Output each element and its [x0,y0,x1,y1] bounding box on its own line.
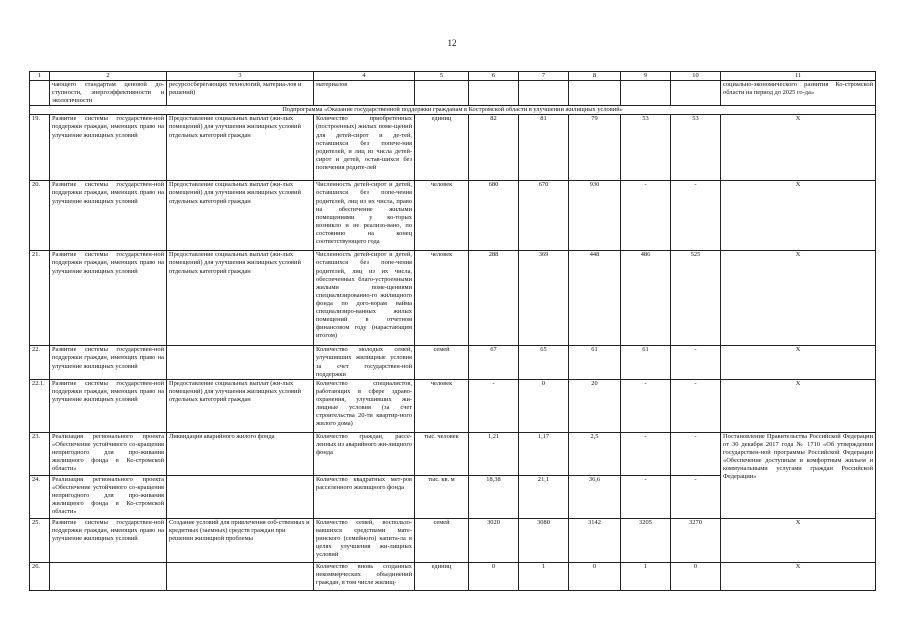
value-cell: - [621,432,671,475]
goal-cell: Развитие системы государствен-ной поддержки граждан, имеющих право на улучшение жилищных условий [50,346,167,379]
task-cell [167,562,314,590]
value-cell: 21,1 [519,475,569,518]
goal-cell: чающего стандартам ценовой до-ступности, энергоэффективности и экологичности [50,81,167,106]
task-cell: Предоставление социальных выплат (жи-лых помещений) для улучшения жилищных условий отдельных категорий граждан [167,115,314,181]
row-number: 26. [30,562,50,590]
task-cell: Создание условий для привлечения соб-ственных и кредитных (заемных) средств граждан при решении жилищной проблемы [167,518,314,562]
indicator-cell: Количество приобретенных (построенных) жилых поме-щений для детей-сирот и де-тей, оставшихся без попече-ния родителей, и лиц из числа детей-сирот и детей, остав-шихся без попечения родите-лей [314,115,415,181]
basis-cell: Х [721,518,876,562]
value-cell: 0 [469,562,519,590]
indicator-cell: материалов [314,81,415,106]
table-row [30,115,876,181]
value-cell: 1,21 [469,432,519,475]
value-cell: 1 [519,562,569,590]
goal-cell: Реализация регионального проекта «Обеспечение устойчивого со-кращения непригодного для про-живания жилищного фонда в Ко-стромской области» [50,432,167,475]
row-number: 21. [30,251,50,346]
col-number: 2 [50,72,167,81]
row-number: 22. [30,346,50,379]
value-cell: 53 [671,115,721,181]
basis-cell: Х [721,562,876,590]
value-cell: 930 [569,181,621,251]
row-number: 24. [30,475,50,518]
table-row [30,251,876,346]
continuation-row [30,81,876,106]
task-cell: Предоставление социальных выплат (жи-лых помещений) для улучшения жилищных условий отдельных категорий граждан [167,181,314,251]
value-cell: 67 [469,346,519,379]
unit-cell: тыс. человек [415,432,469,475]
col-number: 5 [415,72,469,81]
value-cell: 486 [621,251,671,346]
col-number: 9 [621,72,671,81]
col-number: 11 [721,72,876,81]
task-cell [167,346,314,379]
indicator-cell: Количество квадратных мет-ров расселенного жилищного фонда [314,475,415,518]
value-cell: 53 [621,115,671,181]
value-cell: - [671,181,721,251]
goal-cell: Развитие системы государствен-ной поддержки граждан, имеющих право на улучшение жилищных условий [50,518,167,562]
value-cell: 680 [469,181,519,251]
basis-cell: Постановление Правительства Российской Федерации от 30 декабря 2017 года № 1710 «Об утверждении государствен-ной программы Российской Федерации «Обеспечение доступным и комфортным жильем и коммунальными услугами граждан Российской Федерации» [721,432,876,518]
row-number: 20. [30,181,50,251]
table-row [30,518,876,562]
table-row [30,432,876,475]
indicator-cell: Количество семей, воспользо-вавшихся средствами мате-ринского (семейного) капита-ла в целях улучшения жи-лищных условий [314,518,415,562]
value-cell: 525 [671,251,721,346]
col-number: 1 [30,72,50,81]
task-cell: ресурсосберегающих технологий, материа-лов и решений) [167,81,314,106]
col-number: 6 [469,72,519,81]
value-cell: 61 [621,346,671,379]
indicator-cell: Количество граждан, рассе-ленных из аварийного жи-лищного фонда [314,432,415,475]
value-cell: - [621,379,671,432]
basis-cell: Х [721,115,876,181]
value-cell: - [621,181,671,251]
task-cell [167,475,314,518]
value-cell: 0 [671,562,721,590]
unit-cell: семей [415,518,469,562]
value-cell: 1 [621,562,671,590]
col-number: 8 [569,72,621,81]
table-row [30,181,876,251]
col-number: 7 [519,72,569,81]
value-cell: - [671,379,721,432]
value-cell: 2,5 [569,432,621,475]
col-number: 3 [167,72,314,81]
value-cell: 36,6 [569,475,621,518]
indicator-cell: Количество молодых семей, улучшивших жилищные условия за счет государствен-ной поддержки [314,346,415,379]
indicator-cell: Численность детей-сирот и детей, оставшихся без попе-чения родителей, лиц из их числа, право на обеспечение жилыми помещениями у ко-торых возникло и не реализо-вано, по состоянию на конец соответствующего года [314,181,415,251]
value-cell: 61 [569,346,621,379]
goal-cell [50,562,167,590]
table-row [30,346,876,379]
value-cell: 20 [569,379,621,432]
goal-cell: Развитие системы государствен-ной поддержки граждан, имеющих право на улучшение жилищных условий [50,379,167,432]
value-cell: - [621,475,671,518]
value-cell: 3205 [621,518,671,562]
col-number: 10 [671,72,721,81]
value-cell: 288 [469,251,519,346]
subprogram-title: Подпрограмма «Оказание государственной поддержки гражданам в Костромской области в улучшении жилищных условий» [30,106,876,115]
indicator-cell: Количество специалистов, работающих в сфере здраво-охранения, улучшивших жи-лищные условия (за счет строительства 20-ти квартир-ного жилого дома) [314,379,415,432]
row-number: 22.1. [30,379,50,432]
table-row [30,562,876,590]
indicator-cell: Численность детей-сирот и детей, оставшихся без попе-чения родителей, лиц из их числа, обеспеченных благо-устроенными жилыми поме-щениями специализированно-го жилищного фонда по дого-ворам найма специализиро-ванных жилых помещений в отчетном финансовом году (нарастающим итогом) [314,251,415,346]
value-cell: 18,38 [469,475,519,518]
row-number: 23. [30,432,50,475]
value-cell: 3142 [569,518,621,562]
value-cell: 65 [519,346,569,379]
row-number: 25. [30,518,50,562]
col-number: 4 [314,72,415,81]
indicator-cell: Количество вновь созданных некоммерческих объединений граждан, в том числе жилищ- [314,562,415,590]
unit-cell: единиц [415,562,469,590]
indicators-table [29,71,876,591]
row-number: 19. [30,115,50,181]
task-cell: Предоставление социальных выплат (жи-лых помещений) для улучшения жилищных условий отдельных категорий граждан [167,379,314,432]
basis-cell: Х [721,181,876,251]
page-number: 12 [447,38,457,48]
value-cell: 3020 [469,518,519,562]
goal-cell: Развитие системы государствен-ной поддержки граждан, имеющих право на улучшение жилищных условий [50,251,167,346]
basis-cell: Х [721,346,876,379]
unit-cell: единиц [415,115,469,181]
goal-cell: Реализация регионального проекта «Обеспечение устойчивого со-кращения непригодного для про-живания жилищного фонда в Ко-стромской области» [50,475,167,518]
basis-cell: Х [721,379,876,432]
subprogram-row [30,106,876,115]
basis-cell: Х [721,251,876,346]
unit-cell: человек [415,181,469,251]
value-cell: 0 [519,379,569,432]
value-cell: 81 [519,115,569,181]
value-cell: 3080 [519,518,569,562]
column-numbers-row [30,72,876,81]
unit-cell: тыс. кв. м [415,475,469,518]
task-cell: Предоставление социальных выплат (жи-лых помещений) для улучшения жилищных условий отдельных категорий граждан [167,251,314,346]
value-cell: 0 [569,562,621,590]
value-cell: 3270 [671,518,721,562]
value-cell: 670 [519,181,569,251]
goal-cell: Развитие системы государствен-ной поддержки граждан, имеющих право на улучшение жилищных условий [50,181,167,251]
task-cell: Ликвидация аварийного жилого фонда [167,432,314,475]
value-cell: 369 [519,251,569,346]
value-cell: 1,17 [519,432,569,475]
unit-cell: человек [415,379,469,432]
value-cell: - [671,475,721,518]
value-cell: - [671,432,721,475]
table-row [30,379,876,432]
unit-cell: человек [415,251,469,346]
value-cell: - [671,346,721,379]
value-cell: 448 [569,251,621,346]
value-cell: - [469,379,519,432]
basis-cell: социально-экономического развития Ко-стромской области на период до 2025 го-да» [721,81,876,106]
goal-cell: Развитие системы государствен-ной поддержки граждан, имеющих право на улучшение жилищных условий [50,115,167,181]
value-cell: 79 [569,115,621,181]
unit-cell: семей [415,346,469,379]
value-cell: 82 [469,115,519,181]
